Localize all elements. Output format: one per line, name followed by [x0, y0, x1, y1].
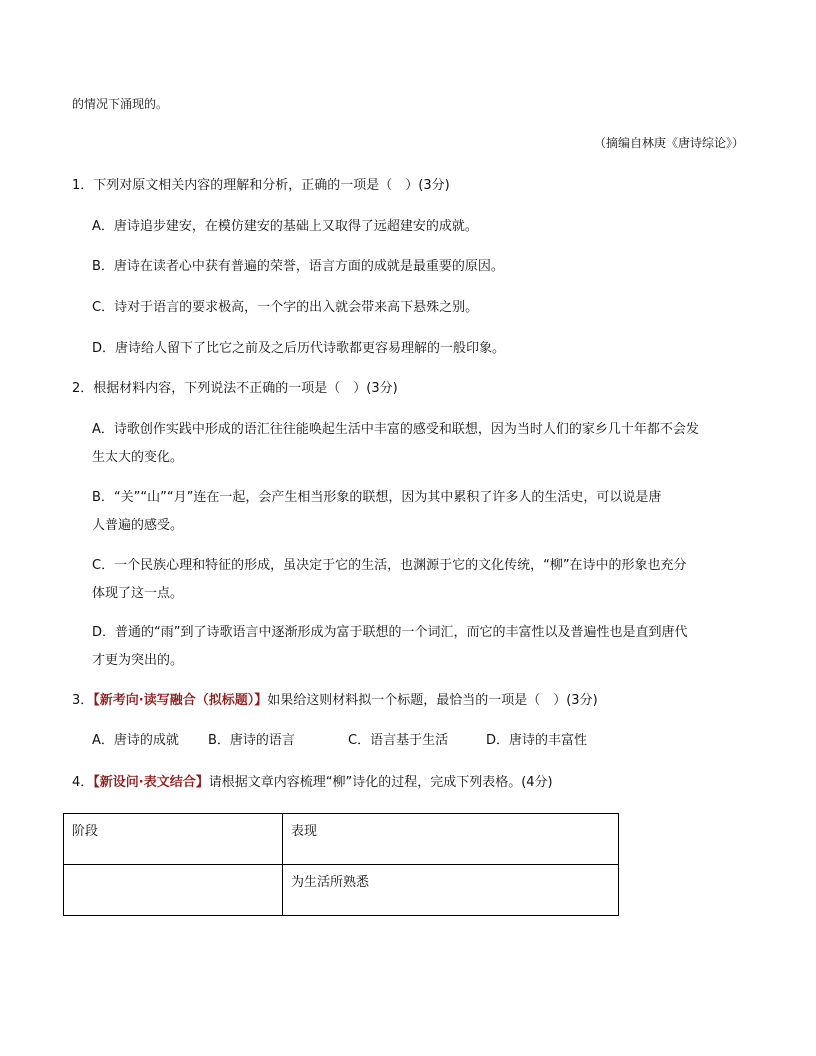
- question-4-text: 请根据文章内容梳理“柳”诗化的过程，完成下列表格。(4分): [208, 775, 553, 790]
- question-3-stem: [72, 691, 598, 711]
- question-2-option-a-line-2: 生太大的变化。: [92, 450, 184, 465]
- question-2-option-c-line-1: C．一个民族心理和特征的形成，虽决定于它的生活，也渊源于它的文化传统，“柳”在诗中的形象也充分: [92, 558, 687, 573]
- question-4-stem: [72, 773, 553, 793]
- table-header-stage: 阶段: [64, 814, 283, 865]
- table-header-performance: 表现: [283, 814, 619, 865]
- continuation-line: 的情况下涌现的。: [72, 97, 169, 111]
- question-1-option-d: D．唐诗给人留下了比它之前及之后历代诗歌都更容易理解的一般印象。: [92, 341, 506, 356]
- table-cell-performance: 为生活所熟悉: [283, 865, 619, 916]
- table-row: [64, 865, 619, 916]
- process-table: [63, 813, 619, 916]
- question-1-option-a: A．唐诗追步建安，在模仿建安的基础上又取得了远超建安的成就。: [92, 219, 478, 234]
- question-3-option-a: A．唐诗的成就: [92, 733, 179, 748]
- question-2-option-a-line-1: A．诗歌创作实践中形成的语汇往往能唤起生活中丰富的感受和联想，因为当时人们的家乡几十年都不会发: [92, 422, 699, 437]
- question-1-option-c: C．诗对于语言的要求极高，一个字的出入就会带来高下悬殊之别。: [92, 300, 479, 315]
- question-3-option-d: D．唐诗的丰富性: [486, 733, 588, 748]
- question-2-option-c-line-2: 体现了这一点。: [92, 586, 184, 601]
- question-3-text: 如果给这则材料拟一个标题，最恰当的一项是（ ）(3分): [267, 693, 598, 708]
- table-cell-stage-blank[interactable]: [64, 865, 283, 916]
- question-1-stem: 1．下列对原文相关内容的理解和分析，正确的一项是（ ）(3分): [72, 178, 450, 193]
- question-2-option-d-line-1: D．普通的“雨”到了诗歌语言中逐渐形成为富于联想的一个词汇，而它的丰富性以及普遍性也是直到唐代: [92, 625, 688, 640]
- question-4-tag: 【新设问·表文结合】: [93, 775, 209, 790]
- question-3-number: 3．: [72, 693, 94, 708]
- question-2-option-d-line-2: 才更为突出的。: [92, 653, 184, 668]
- question-2-option-b-line-2: 人普遍的感受。: [92, 518, 184, 533]
- question-3-option-b: B．唐诗的语言: [208, 733, 295, 748]
- question-2-option-b-line-1: B．“关”“山”“月”连在一起，会产生相当形象的联想，因为其中累积了许多人的生活史，可以说是唐: [92, 490, 662, 505]
- table-header-row: [64, 814, 619, 865]
- question-1-option-b: B．唐诗在读者心中获有普遍的荣誉，语言方面的成就是最重要的原因。: [92, 259, 504, 274]
- question-2-stem: 2．根据材料内容，下列说法不正确的一项是（ ）(3分): [72, 381, 398, 396]
- question-3-option-c: C．语言基于生活: [348, 733, 449, 748]
- source-attribution: （摘编自林庚《唐诗综论》）: [593, 136, 744, 150]
- question-4-number: 4．: [72, 775, 94, 790]
- question-3-tag: 【新考向·读写融合（拟标题）】: [93, 693, 268, 708]
